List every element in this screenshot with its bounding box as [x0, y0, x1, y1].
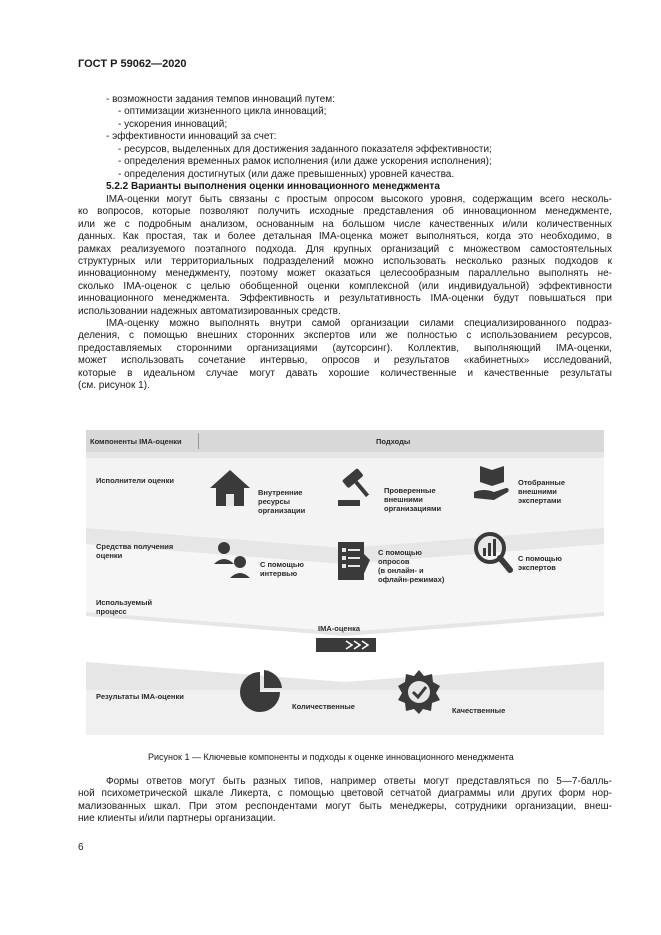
arrows-icon [316, 638, 376, 652]
gavel-icon [334, 464, 378, 508]
list-item: - возможности задания темпов инноваций путем: [106, 94, 335, 105]
paragraph-line: (см. рисунок 1). [78, 380, 150, 392]
paragraph-line: ние клиенты и/или партнеры организации. [78, 813, 276, 825]
list-item: - определения достигнутых (или даже превышенных) уровней качества. [118, 169, 455, 180]
list-item: - определения временных рамок исполнения (или даже ускорения исполнения); [118, 156, 492, 167]
item-ima: IMA-оценка [318, 624, 361, 633]
paragraph-line: ко вопросов, которые позволяют получить исходные представления об инновационном менеджменте, [78, 206, 612, 218]
item-selected: Отобранные внешними экспертами [518, 478, 566, 505]
figure-caption: Рисунок 1 — Ключевые компоненты и подходы к оценке инновационного менеджмента [148, 752, 514, 762]
row-process: Используемый процесс [96, 598, 153, 616]
checklist-icon [336, 540, 372, 584]
quality-badge-icon [396, 668, 442, 714]
list-item: - ресурсов, выделенных для достижения заданного показателя эффективности; [118, 144, 492, 155]
house-icon [208, 466, 252, 510]
document-header: ГОСТ Р 59062—2020 [78, 58, 187, 70]
list-item: - оптимизации жизненного цикла инноваций; [118, 106, 327, 117]
paragraph-3 [78, 776, 612, 826]
item-verified: Проверенные внешними организациями [384, 486, 442, 513]
item-survey: С помощью опросов (в онлайн- и офлайн-режимах) [378, 548, 445, 584]
column-components: Компоненты IMA-оценки [90, 437, 182, 446]
users-icon [210, 536, 254, 580]
row-means: Средства получения оценки [96, 542, 174, 560]
paragraph-line: данных. Как простая, так и более детальная IMA-оценка может выполняться, когда это необходимо, в [78, 231, 612, 243]
item-internal: Внутренние ресурсы организации [258, 488, 306, 515]
header-divider [198, 433, 199, 449]
paragraph-line: сколько IMA-оценок с целью обобщенной оценки комплексной (или индивидуальной) эффективности [78, 280, 612, 292]
row-executors: Исполнители оценки [96, 476, 174, 485]
paragraph-line: IMA-оценку можно выполнять внутри самой организации силами специализированного подраз- [106, 318, 612, 329]
section-heading: 5.2.2 Варианты выполнения оценки инновационного менеджмента [106, 181, 440, 192]
paragraph-2 [78, 318, 612, 392]
column-approaches: Подходы [376, 437, 411, 446]
paragraph-1 [78, 194, 612, 318]
paragraph-line: структурных или территориальных подразделений можно использовать несколько разных подходов к [78, 256, 612, 268]
paragraph-line: может использовать сочетание интервью, опросов и результатов «кабинетных» исследований, [78, 355, 612, 367]
item-qualitative: Качественные [452, 706, 506, 715]
paragraph-line: IMA-оценки могут быть связаны с простым опросом высокого уровня, содержащим всего несколь- [106, 194, 612, 205]
paragraph-line: инновационного менеджмента. Эффективность и результативность IMA-оценки будут повышаться при [78, 293, 612, 305]
paragraph-line: рамках реализуемого поэтапного подхода. Для крупных организаций с множеством самостоятельных [78, 243, 612, 255]
list-item: - ускорения инноваций; [118, 119, 228, 130]
paragraph-line: деления, с помощью внешних сторонних экспертов или же полностью с использованием ресурсов, [78, 330, 612, 342]
paragraph-line: ной психометрической шкале Ликерта, с помощью цветовой сетчатой диаграммы или других форм нор- [78, 788, 612, 800]
book-hand-icon [470, 462, 514, 504]
paragraph-line: которые в идеальном случае могут давать хорошие количественные и качественные результаты [78, 367, 612, 379]
paragraph-line: инновационному менеджменту, поэтому может оказаться целесообразным параллельно выполнять не- [78, 268, 612, 280]
paragraph-line: Формы ответов могут быть разных типов, например ответы могут представляться по 5—7-балль- [106, 776, 612, 787]
paragraph-line: или же с подробным анализом, основанным на большом числе качественных и/или количественных [78, 218, 612, 230]
chart-search-icon [472, 530, 514, 574]
pie-chart-icon [236, 668, 284, 716]
row-results: Результаты IMA-оценки [96, 692, 184, 701]
item-quantitative: Количественные [292, 702, 355, 711]
paragraph-line: мализованных шкал. При этом респондентами могут быть менеджеры, сотрудники организации, внеш- [78, 800, 612, 812]
item-interview: С помощью интервью [260, 560, 304, 578]
paragraph-line: использовании надежных автоматизированных средств. [78, 305, 341, 317]
item-experts: С помощью экспертов [518, 554, 562, 572]
figure-1 [86, 430, 604, 735]
paragraph-line: предоставляемых сторонними организациями (аутсорсинг). Коллектив, выполняющий IMA-оценки, [78, 342, 612, 354]
list-item: - эффективности инноваций за счет: [106, 131, 277, 142]
page-number: 6 [78, 842, 84, 853]
